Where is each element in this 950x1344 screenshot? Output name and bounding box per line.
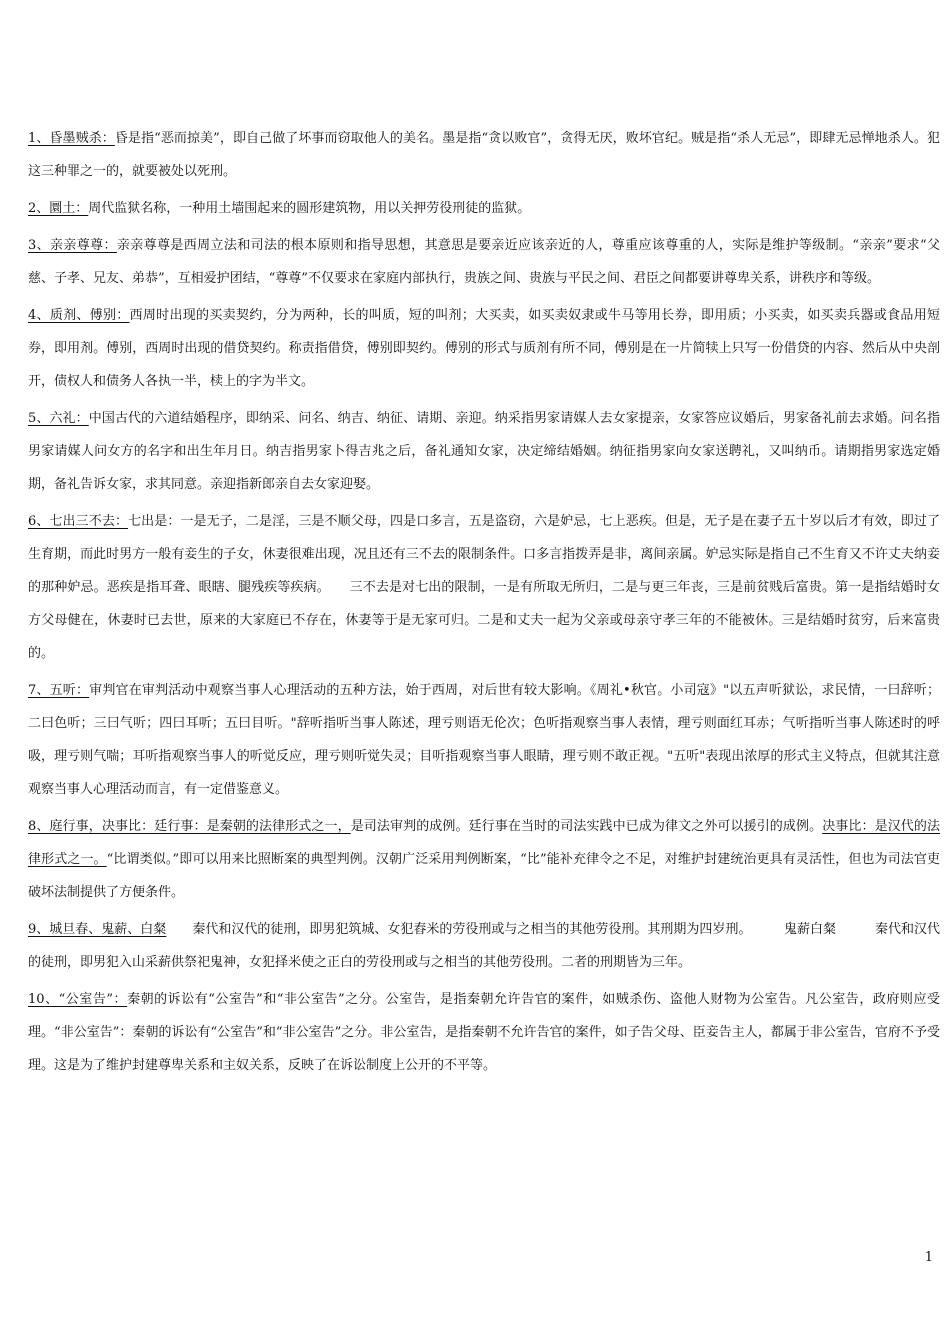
term-3: 3、亲亲尊尊： [28, 238, 117, 253]
term-8: 8、庭行事，决事比：廷行事：是秦朝的法律形式之一， [28, 819, 351, 834]
definition-1: 昏是指“恶而掠美”，即自己做了坏事而窃取他人的美名。墨是指“贪以败官”，贪得无厌，败坏官纪。贼是指“杀人无忌”，即肆无忌惮地杀人。犯这三种罪之一的，就要被处以死刑。 [28, 131, 940, 179]
definition-9: 秦代和汉代的徒刑，即男犯筑城、女犯舂米的劳役刑或与之相当的其他劳役刑。其刑期为四岁刑。 鬼薪白粲 秦代和汉代的徒刑，即男犯入山采薪供祭祀鬼神，女犯择米使之正白的劳役刑或与之相当的其他劳役刑。二者的刑期皆为三年。 [28, 922, 940, 970]
paragraph-6 [28, 505, 940, 670]
term-8b: 决事比：是汉代的法律形式之一。 [28, 819, 940, 867]
term-10: 10、“公室告”： [28, 992, 128, 1007]
paragraph-7 [28, 674, 940, 806]
definition-3: 亲亲尊尊是西周立法和司法的根本原则和指导思想，其意思是要亲近应该亲近的人，尊重应该尊重的人，实际是维护等级制。“亲亲”要求“父慈、子孝、兄友、弟恭”，互相爱护团结，“尊尊”不仅要求在家庭内部执行，贵族之间、贵族与平民之间、君臣之间都要讲尊卑关系，讲秩序和等级。 [28, 238, 940, 286]
paragraph-3 [28, 229, 940, 295]
definition-2: 周代监狱名称，一种用土墙围起来的圆形建筑物，用以关押劳役刑徒的监狱。 [88, 201, 531, 216]
definition-7: 审判官在审判活动中观察当事人心理活动的五种方法，始于西周，对后世有较大影响。《周礼•秋官。小司寇》"以五声听狱讼，求民情，一曰辞听；二曰色听；三曰气听；四曰耳听；五曰目听。"辞听指听当事人陈述，理亏则语无伦次；色听指观察当事人表情，理亏则面红耳赤；气听指听当事人陈述时的呼吸，理亏则气喘；耳听指观察当事人的听觉反应，理亏则听觉失灵；目听指观察当事人眼睛，理亏则不敢正视。"五听"表现出浓厚的形式主义特点，但就其注意观察当事人心理活动而言，有一定借鉴意义。 [28, 683, 940, 797]
definition-6: 七出是：一是无子，二是淫，三是不顺父母，四是口多言，五是盗窃，六是妒忌，七上恶疾。但是，无子是在妻子五十岁以后才有效，即过了生育期，而此时男方一般有妾生的子女，休妻很难出现，况且还有三不去的限制条件。口多言指拨弄是非，离间亲属。妒忌实际是指自己不生育又不许丈夫纳妾的那种妒忌。恶疾是指耳聋、眼瞎、腿残疾等疾病。 三不去是对七出的限制，一是有所取无所归，二是与更三年丧，三是前贫贱后富贵。第一是指结婚时女方父母健在，休妻时已去世，原来的大家庭已不存在，休妻等于是无家可归。二是和丈夫一起为父亲或母亲守孝三年的不能被休。三是结婚时贫穷，后来富贵的。 [28, 514, 940, 661]
term-4: 4、质剂、傅别： [28, 308, 130, 323]
paragraph-10 [28, 983, 940, 1082]
definition-5: 中国古代的六道结婚程序，即纳采、问名、纳吉、纳征、请期、亲迎。纳采指男家请媒人去女家提亲，女家答应议婚后，男家备礼前去求婚。问名指男家请媒人问女方的名字和出生年月日。纳吉指男家卜得吉兆之后，备礼通知女家，决定缔结婚姻。纳征指男家向女家送聘礼，又叫纳币。请期指男家选定婚期，备礼告诉女家，求其同意。亲迎指新郎亲自去女家迎娶。 [28, 411, 940, 492]
paragraph-5 [28, 402, 940, 501]
paragraph-8 [28, 810, 940, 909]
document-page [28, 122, 940, 1086]
term-1: 1、昏墨贼杀： [28, 131, 115, 146]
term-7: 7、五听： [28, 683, 90, 698]
term-6: 6、七出三不去： [28, 514, 129, 529]
definition-4: 西周时出现的买卖契约，分为两种，长的叫质，短的叫剂；大买卖，如买卖奴隶或牛马等用长券，即用质；小买卖，如买卖兵器或食品用短券，即用剂。傅别，西周时出现的借贷契约。称责指借贷，傅别即契约。傅别的形式与质剂有所不同，傅别是在一片简犊上只写一份借贷的内容、然后从中央剖开，债权人和债务人各执一半，椟上的字为半文。 [28, 308, 940, 389]
paragraph-2 [28, 192, 940, 225]
paragraph-9 [28, 913, 940, 979]
term-2: 2、圜土： [28, 201, 89, 216]
page-number: 1 [924, 1250, 933, 1265]
term-9: 9、城旦春、鬼薪、白粲 [28, 922, 167, 937]
definition-8b: “比谓类似。”即可以用来比照断案的典型判例。汉朝广泛采用判例断案，“比”能补充律令之不足，对维护封建统治更具有灵活性，但也为司法官吏破坏法制提供了方便条件。 [28, 852, 940, 900]
definition-10: 秦朝的诉讼有“公室告”和“非公室告”之分。公室告，是指秦朝允许告官的案件，如贼杀伤、盗他人财物为公室告。凡公室告，政府则应受理。“非公室告”：秦朝的诉讼有“公室告”和“非公室告”之分。非公室告，是指秦朝不允许告官的案件，如子告父母、臣妾告主人，都属于非公室告，官府不予受理。这是为了维护封建尊卑关系和主奴关系，反映了在诉讼制度上公开的不平等。 [28, 992, 940, 1073]
term-5: 5、六礼： [28, 411, 89, 426]
paragraph-4 [28, 299, 940, 398]
paragraph-1 [28, 122, 940, 188]
definition-8: 是司法审判的成例。廷行事在当时的司法实践中已成为律文之外可以援引的成例。 [350, 819, 823, 834]
